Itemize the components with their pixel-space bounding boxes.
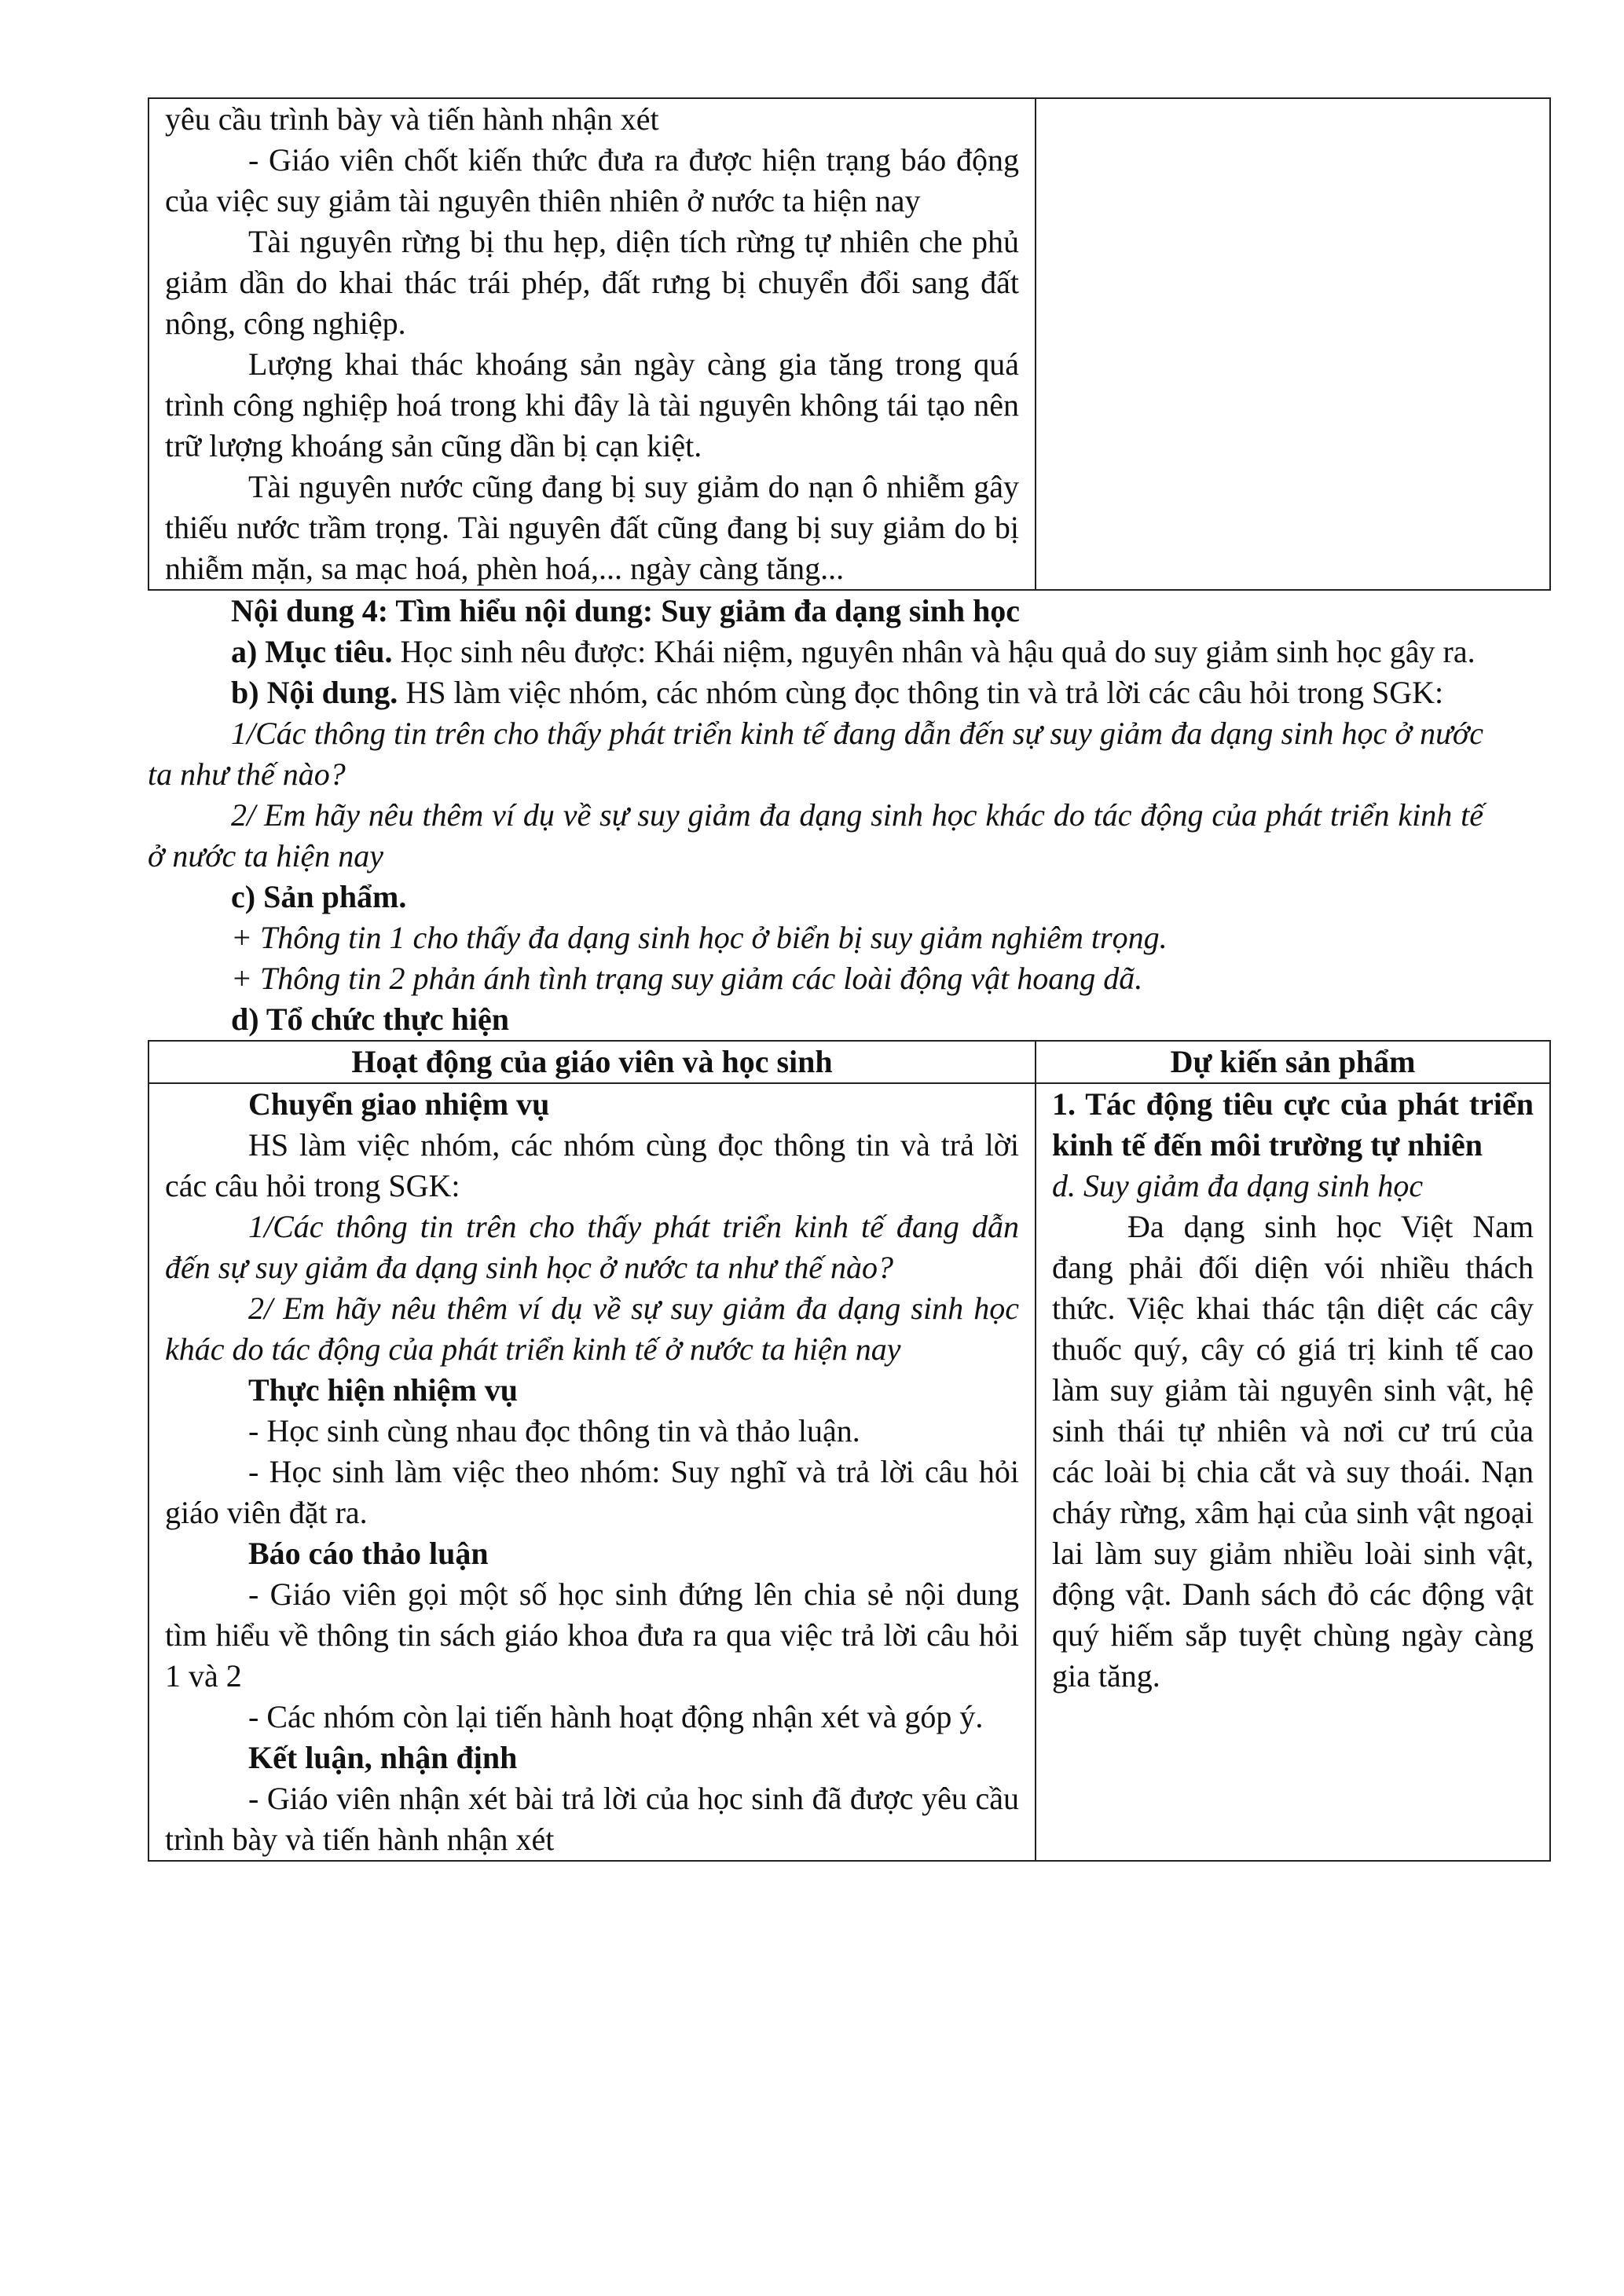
table-row (148, 1083, 1550, 1861)
step-heading: Kết luận, nhận định (248, 1740, 518, 1775)
content-paragraph (148, 672, 1483, 713)
activity-table-continued (148, 97, 1551, 591)
activity-table (148, 1040, 1551, 1862)
paragraph: - Giáo viên chốt kiến thức đưa ra được hiện trạng báo động của việc suy giảm tài nguyên thiên nhiên ở nước ta hiện nay (165, 142, 1019, 218)
paragraph: - Các nhóm còn lại tiến hành hoạt động nhận xét và góp ý. (248, 1699, 984, 1734)
organization-label: d) Tổ chức thực hiện (231, 1002, 509, 1037)
header-product: Dự kiến sản phẩm (1036, 1041, 1550, 1083)
product-item-1: + Thông tin 1 cho thấy đa dạng sinh học ở biển bị suy giảm nghiêm trọng. (231, 920, 1168, 955)
step-heading: Thực hiện nhiệm vụ (248, 1372, 518, 1408)
header-activity: Hoạt động của giáo viên và học sinh (148, 1041, 1036, 1083)
question-2: 2/ Em hãy nêu thêm ví dụ về sự suy giảm đa dạng sinh học khác do tác động của phát triển kinh tế ở nước ta hiện nay (165, 1291, 1019, 1367)
paragraph: - Giáo viên gọi một số học sinh đứng lên chia sẻ nội dung tìm hiểu về thông tin sách giáo khoa đưa ra qua việc trả lời câu hỏi 1 và 2 (165, 1576, 1019, 1694)
content-text: HS làm việc nhóm, các nhóm cùng đọc thông tin và trả lời các câu hỏi trong SGK: (398, 675, 1444, 710)
product-label: c) Sản phẩm. (231, 879, 407, 914)
teacher-student-activity-cell (148, 98, 1036, 590)
product-title: 1. Tác động tiêu cực của phát triển kinh tế đến môi trường tự nhiên (1052, 1086, 1534, 1163)
expected-product-cell (1036, 1083, 1550, 1861)
paragraph: Tài nguyên rừng bị thu hẹp, diện tích rừng tự nhiên che phủ giảm dần do khai thác trái phép, đất rưng bị chuyển đổi sang đất nông, công nghiệp. (165, 224, 1019, 341)
section-content-4 (148, 591, 1483, 1040)
paragraph: HS làm việc nhóm, các nhóm cùng đọc thông tin và trả lời các câu hỏi trong SGK: (165, 1127, 1019, 1203)
document-page (148, 97, 1534, 1862)
step-heading: Báo cáo thảo luận (248, 1536, 489, 1571)
paragraph: - Học sinh cùng nhau đọc thông tin và thảo luận. (248, 1413, 860, 1448)
paragraph: Lượng khai thác khoáng sản ngày càng gia tăng trong quá trình công nghiệp hoá trong khi đây là tài nguyên không tái tạo nên trữ lượng khoáng sản cũng dần bị cạn kiệt. (165, 346, 1019, 463)
product-subtitle: d. Suy giảm đa dạng sinh học (1052, 1168, 1424, 1203)
product-item-2: + Thông tin 2 phản ánh tình trạng suy giảm các loài động vật hoang dã. (231, 961, 1143, 996)
content-label: b) Nội dung. (231, 675, 398, 710)
product-body: Đa dạng sinh học Việt Nam đang phải đối diện vói nhiều thách thức. Việc khai thác tận diệt các cây thuốc quý, cây có giá trị kinh tế cao làm suy giảm tài nguyên sinh vật, hệ sinh thái tự nhiên và nơi cư trú của các loài bị chia cắt và suy thoái. Nạn cháy rừng, xâm hại của sinh vật ngoại lai làm suy giảm nhiều loài sinh vật, động vật. Danh sách đỏ các động vật quý hiếm sắp tuyệt chùng ngày càng gia tăng. (1052, 1209, 1534, 1694)
expected-product-cell (1036, 98, 1550, 590)
section-heading: Nội dung 4: Tìm hiểu nội dung: Suy giảm đa dạng sinh học (231, 593, 1021, 628)
paragraph: Tài nguyên nước cũng đang bị suy giảm do nạn ô nhiễm gây thiếu nước trầm trọng. Tài nguyên đất cũng đang bị suy giảm do bị nhiễm mặn, sa mạc hoá, phèn hoá,... ngày càng tăng... (165, 469, 1019, 586)
question-2: 2/ Em hãy nêu thêm ví dụ về sự suy giảm đa dạng sinh học khác do tác động của phát triển kinh tế ở nước ta hiện nay (148, 797, 1483, 873)
paragraph: - Học sinh làm việc theo nhóm: Suy nghĩ và trả lời câu hỏi giáo viên đặt ra. (165, 1454, 1019, 1530)
teacher-student-activity-cell (148, 1083, 1036, 1861)
objective-paragraph (148, 632, 1483, 672)
question-1: 1/Các thông tin trên cho thấy phát triển kinh tế đang dẫn đến sự suy giảm đa dạng sinh học ở nước ta như thế nào? (148, 716, 1483, 792)
objective-text: Học sinh nêu được: Khái niệm, nguyên nhân và hậu quả do suy giảm sinh học gây ra. (392, 634, 1476, 669)
paragraph: yêu cầu trình bày và tiến hành nhận xét (165, 101, 659, 137)
objective-label: a) Mục tiêu. (231, 634, 393, 669)
step-heading: Chuyển giao nhiệm vụ (248, 1086, 550, 1122)
table-header-row (148, 1041, 1550, 1083)
paragraph: - Giáo viên nhận xét bài trả lời của học sinh đã được yêu cầu trình bày và tiến hành nhận xét (165, 1781, 1019, 1857)
question-1: 1/Các thông tin trên cho thấy phát triển kinh tế đang dẫn đến sự suy giảm đa dạng sinh học ở nước ta như thế nào? (165, 1209, 1019, 1285)
